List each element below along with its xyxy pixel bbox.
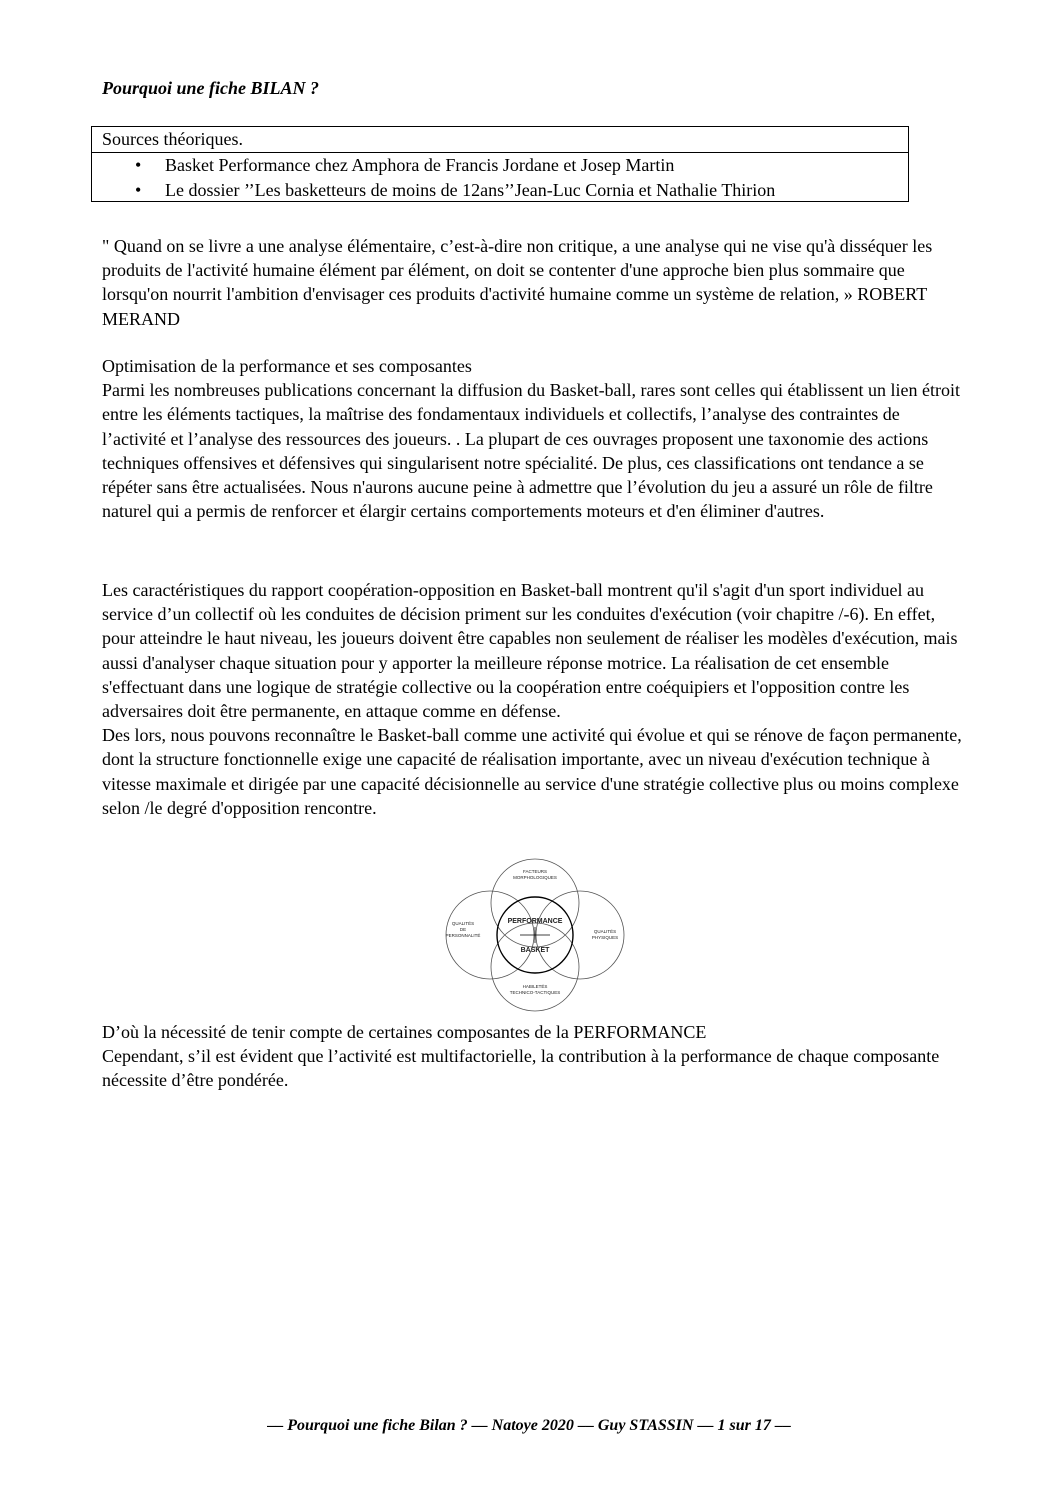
sources-heading: Sources théoriques. (92, 127, 908, 153)
top-label-1: FACTEURS (522, 869, 548, 874)
bottom-label-1: HABILETÉS (522, 984, 548, 989)
list-item (92, 153, 908, 178)
conclusion-paragraph: D’où la nécessité de tenir compte de certaines composantes de la PERFORMANCE Cependant, s’il est évident que l’activité est multifactorielle, la contribution à la performance de chaque composante nécessite d’être pondérée. (102, 1022, 940, 1091)
section-cooperation: Les caractéristiques du rapport coopération-opposition en Basket-ball montrent qu'il s'agit d'un sport individuel au service d’un collectif où les conduites de décision priment sur les conduites d'exécution (voir chapitre /-6). En effet, pour atteindre le haut niveau, les joueurs doivent être capables non seulement de réaliser les modèles d'exécution, mais aussi d'analyser chaque situation pour y apporter la meilleure réponse motrice. La réalisation de cet ensemble s'effectuant dans une logique de stratégie collective ou la coopération entre coéquipiers et l'opposition contre les adversaires doit être permanente, en attaque comme en défense. Des lors, nous pouvons reconnaître le Basket-ball comme une activité qui évolue et qui se rénove de façon permanente, dont la structure fonctionnelle exige une capacité de réalisation importante, avec un niveau d'exécution technique à vitesse maximale et dirigée par une capacité décisionnelle au service d'une stratégie collective plus ou moins complexe selon /le degré d'opposition rencontre. (102, 580, 962, 818)
page-title: Pourquoi une fiche BILAN ? (102, 78, 320, 98)
bullet-icon: • (135, 155, 142, 175)
bottom-label-2: TECHNICO-TACTIQUES (509, 990, 561, 995)
sources-list (92, 153, 908, 203)
bullet-icon: • (135, 180, 142, 200)
left-label-3: PERSONNALITÉ (445, 933, 481, 938)
center-top-label: PERFORMANCE (507, 918, 563, 925)
list-item (92, 178, 908, 203)
source-text: Basket Performance chez Amphora de Francis Jordane et Josep Martin (165, 155, 675, 175)
top-label-2: MORPHOLOGIQUES (513, 875, 557, 880)
sources-box (91, 126, 909, 202)
section-optimisation: Optimisation de la performance et ses composantes Parmi les nombreuses publications concernant la diffusion du Basket-ball, rares sont celles qui établissent un lien étroit entre les éléments tactiques, la maîtrise des fondamentaux individuels et collectifs, l’analyse des contraintes de l’activité et l’analyse des ressources des joueurs. . La plupart de ces ouvrages proposent une taxonomie des actions techniques offensives et défensives qui singularisent notre spécialité. De plus, ces classifications ont tendance a se répéter sans être actualisées. Nous n'aurons aucune peine à admettre que l’évolution du jeu a assuré un rôle de filtre naturel qui a permis de renforcer et élargir certains comportements moteurs et d'en éliminer d'autres. (102, 356, 960, 522)
page-footer: –– Pourquoi une fiche Bilan ? –– Natoye 2020 –– Guy STASSIN –– 1 sur 17 –– (267, 1417, 791, 1434)
right-label-1: QUALITÉS (593, 929, 617, 934)
left-label-1: QUALITÉS (451, 921, 475, 926)
source-text: Le dossier ’’Les basketteurs de moins de 12ans’’Jean-Luc Cornia et Nathalie Thirion (165, 180, 776, 200)
right-label-2: PHYSIQUES (591, 935, 619, 940)
performance-diagram (440, 855, 630, 1015)
left-label-2: DE (459, 927, 467, 932)
quote-paragraph: " Quand on se livre a une analyse élémentaire, c’est-à-dire non critique, a une analyse qui ne vise qu'à disséquer les produits de l'activité humaine élément par élément, on doit se contenter d'une approche bien plus sommaire que lorsqu'on nourrit l'ambition d'envisager ces produits d'activité humaine comme un système de relation, » ROBERT MERAND (102, 236, 933, 329)
center-bottom-label: BASKET (520, 947, 550, 954)
